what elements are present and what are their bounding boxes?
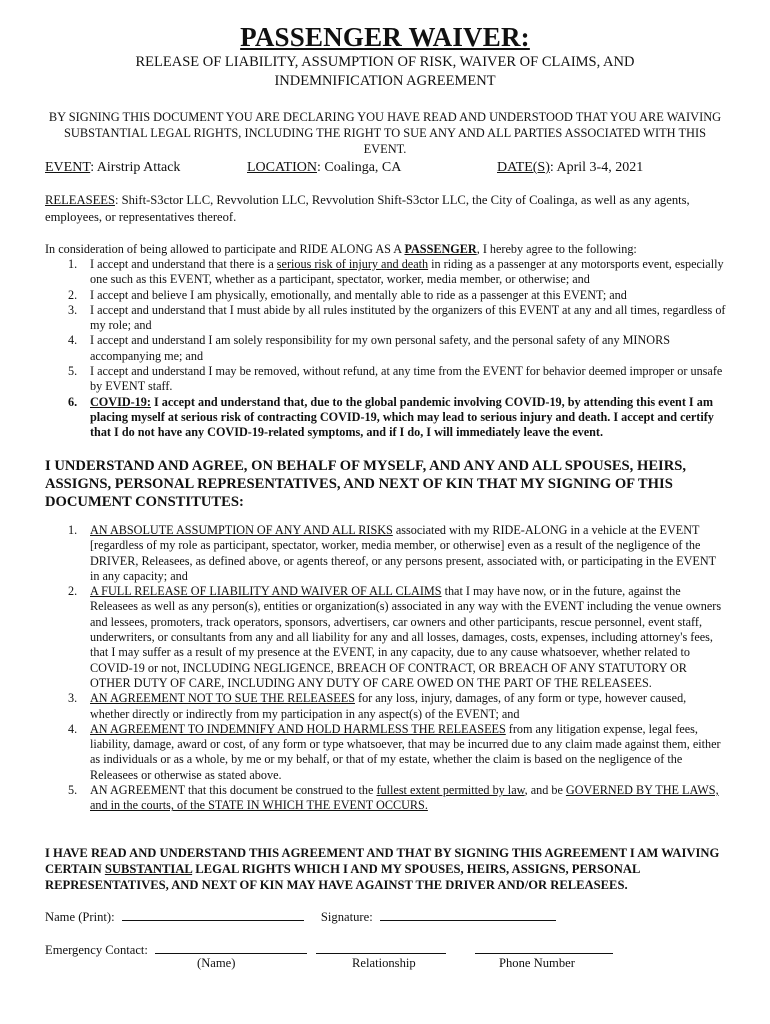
list-item — [68, 333, 728, 364]
list-text: associated with my RIDE-ALONG in a vehicle at the EVENT [regardless of my role as participant, spectator, worker, media member, or otherwise] even as a result of the negligence of the DRIVER, Releasees, as defined above, or agents thereof, or any persons present, associated with, or participating in the EVENT in any capacity; and — [90, 523, 716, 583]
emergency-name-line[interactable] — [155, 941, 307, 954]
list-item — [68, 257, 728, 288]
emergency-relationship-line[interactable] — [316, 941, 446, 954]
substantial-term: SUBSTANTIAL — [104, 862, 193, 876]
list-number: 3. — [68, 302, 78, 317]
list-text: I accept and believe I am physically, emotionally, and mentally able to ride as a passenger at this EVENT; and — [90, 287, 627, 302]
name-print-label: Name (Print): — [45, 910, 115, 924]
list-number: 5. — [68, 364, 78, 379]
covid-text: I accept and understand that, due to the global pandemic involving COVID-19, by attending this event I am placing myself at serious risk of contracting COVID-19, which may lead to serious injury and death. I accept and certify that I do not have any COVID-19-related symptoms, and if I do, I will immediately leave the event. — [90, 394, 714, 440]
list-underlined: fullest extent permitted by law — [376, 783, 525, 798]
event-field — [45, 160, 180, 176]
list-number: 3. — [68, 691, 78, 706]
event-label: EVENT — [45, 160, 91, 175]
signature-label: Signature: — [320, 910, 373, 924]
document-subtitle — [90, 53, 680, 91]
releasees-paragraph — [45, 192, 735, 225]
releasees-label: RELEASEES — [45, 193, 115, 207]
list-text: I accept and understand that there is a — [90, 257, 277, 271]
list-text: in riding as a passenger at any motorsports event, especially one such as this EVENT, whether as a participant, spectator, worker, media member, or otherwise; and — [90, 257, 724, 287]
list-item — [68, 523, 728, 584]
list-item — [68, 303, 728, 334]
list-item — [68, 364, 728, 395]
constitutes-list — [68, 523, 728, 814]
list-number: 4. — [68, 721, 78, 736]
final-post: LEGAL RIGHTS WHICH I AND MY SPOUSES, HEIRS, ASSIGNS, PERSONAL REPRESENTATIVES, AND NEXT OF KIN MAY HAVE AGAINST THE DRIVER AND/OR RELEASEES. — [45, 862, 640, 892]
list-number: 2. — [68, 287, 78, 302]
releasees-text: : Shift-S3ctor LLC, Revvolution LLC, Revvolution Shift-S3ctor LLC, the City of Coalinga, as well as any agents, employees, or representatives thereof. — [45, 193, 690, 224]
list-text: for any loss, injury, damages, of any form or type, however caused, whether directly or indirectly from my participation in any aspect(s) of the EVENT; and — [90, 691, 687, 721]
consideration-pre: In consideration of being allowed to participate and RIDE ALONG AS A — [45, 242, 405, 256]
emergency-contact-label: Emergency Contact: — [45, 943, 148, 957]
covid-label: COVID-19: — [90, 394, 151, 409]
list-text: that I may have now, or in the future, against the Releasees as well as any person(s), entities or organization(s) associated in any way with the EVENT including the venue owners and lessees, promoters, track operators, sponsors, advertisers, car owners and other participants, rescue personnel, event staff, underwriters, or consultants from any and all liability for any and all losses, damages, costs, expenses, including attorney's fees, that I may suffer as a result of my presence at the EVENT, in any capacity, due to any cause whatsoever, whether related to COVID-19 or not, INCLUDING NEGLIGENCE, BREACH OF CONTRACT, OR BREACH OF ANY STATUTORY OR OTHER DUTY OF CARE, INCLUDING ANY DUTY OF CARE OWED ON THE PART OF THE RELEASEES. — [90, 584, 722, 690]
document-title: PASSENGER WAIVER: — [240, 22, 530, 52]
list-text: I accept and understand that I must abide by all rules instituted by the organizers of this EVENT at any and all times, regardless of my role; and — [90, 302, 726, 333]
final-acknowledgement — [45, 845, 725, 893]
event-value: : Airstrip Attack — [90, 160, 181, 175]
name-caption: (Name) — [197, 956, 236, 970]
relationship-caption: Relationship — [352, 956, 416, 970]
list-item — [68, 691, 728, 722]
declaration-text: BY SIGNING THIS DOCUMENT YOU ARE DECLARING YOU HAVE READ AND UNDERSTOOD THAT YOU ARE WAIVING SUBSTANTIAL LEGAL RIGHTS, INCLUDING THE RIGHT TO SUE ANY AND ALL PARTIES ASSOCIATED WITH THIS EVENT. — [48, 110, 722, 156]
location-label: LOCATION — [247, 160, 317, 175]
list-underlined: AN AGREEMENT TO INDEMNIFY AND HOLD HARMLESS THE RELEASEES — [90, 721, 506, 736]
list-underlined: serious risk of injury and death — [276, 257, 429, 271]
list-item — [68, 722, 728, 783]
list-underlined: AN AGREEMENT NOT TO SUE THE RELEASEES — [90, 691, 355, 706]
name-signature-row — [45, 908, 556, 925]
list-text: I accept and understand I am solely responsibility for my own personal safety, and the personal safety of any MINORS accompanying me; and — [90, 333, 670, 363]
list-underlined: AN ABSOLUTE ASSUMPTION OF ANY AND ALL RISKS — [90, 523, 393, 537]
list-text: I accept and understand I may be removed, without refund, at any time from the EVENT for behavior deemed improper or unsafe by EVENT staff. — [90, 364, 723, 394]
list-item — [68, 288, 728, 303]
dates-value: : April 3-4, 2021 — [549, 160, 644, 175]
agreement-heading: I UNDERSTAND AND AGREE, ON BEHALF OF MYSELF, AND ANY AND ALL SPOUSES, HEIRS, ASSIGNS, PERSONAL REPRESENTATIVES, AND NEXT OF KIN THAT MY SIGNING OF THIS DOCUMENT CONSTITUTES: — [45, 458, 687, 510]
list-item — [68, 783, 728, 814]
dates-field — [497, 160, 643, 176]
list-text: , and be — [524, 783, 566, 798]
list-number: 2. — [68, 584, 78, 599]
emergency-phone-line[interactable] — [475, 941, 613, 954]
list-text: from any litigation expense, legal fees, liability, damage, award or cost, of any form or type whatsoever, that may be incurred due to any claim made against them, either as individuals or as a whole, by me or my behalf, or that of my estate, whether the claim is based on the negligence of the Releasees or otherwise as stated above. — [90, 721, 721, 782]
subtitle-line-2: INDEMNIFICATION AGREEMENT — [274, 73, 496, 89]
list-underlined: A FULL RELEASE OF LIABILITY AND WAIVER OF ALL CLAIMS — [90, 584, 442, 599]
list-number: 5. — [68, 783, 78, 798]
list-underlined: GOVERNED BY THE LAWS, and in the courts, of the STATE IN WHICH THE EVENT OCCURS. — [90, 783, 719, 813]
location-value: : Coalinga, CA — [317, 160, 402, 175]
phone-caption: Phone Number — [499, 956, 575, 970]
list-number: 1. — [68, 257, 78, 271]
list-text: AN AGREEMENT that this document be construed to the — [90, 783, 377, 798]
dates-label: DATE(S) — [497, 160, 550, 175]
list-number: 4. — [68, 333, 78, 348]
final-pre: I HAVE READ AND UNDERSTAND THIS AGREEMENT AND THAT BY SIGNING THIS AGREEMENT I AM WAIVING CERTAIN — [45, 846, 720, 876]
covid-item — [68, 395, 728, 441]
list-number: 1. — [68, 523, 78, 537]
consideration-intro — [45, 242, 735, 258]
name-print-line[interactable] — [122, 908, 304, 921]
subtitle-line-1: RELEASE OF LIABILITY, ASSUMPTION OF RISK, WAIVER OF CLAIMS, AND — [135, 54, 635, 70]
passenger-term: PASSENGER — [404, 242, 477, 256]
location-field — [247, 160, 401, 176]
acceptance-list — [68, 257, 728, 441]
list-number: 6. — [68, 394, 78, 409]
consideration-post: , I hereby agree to the following: — [476, 242, 637, 256]
signature-line[interactable] — [380, 908, 556, 921]
list-item — [68, 584, 728, 691]
